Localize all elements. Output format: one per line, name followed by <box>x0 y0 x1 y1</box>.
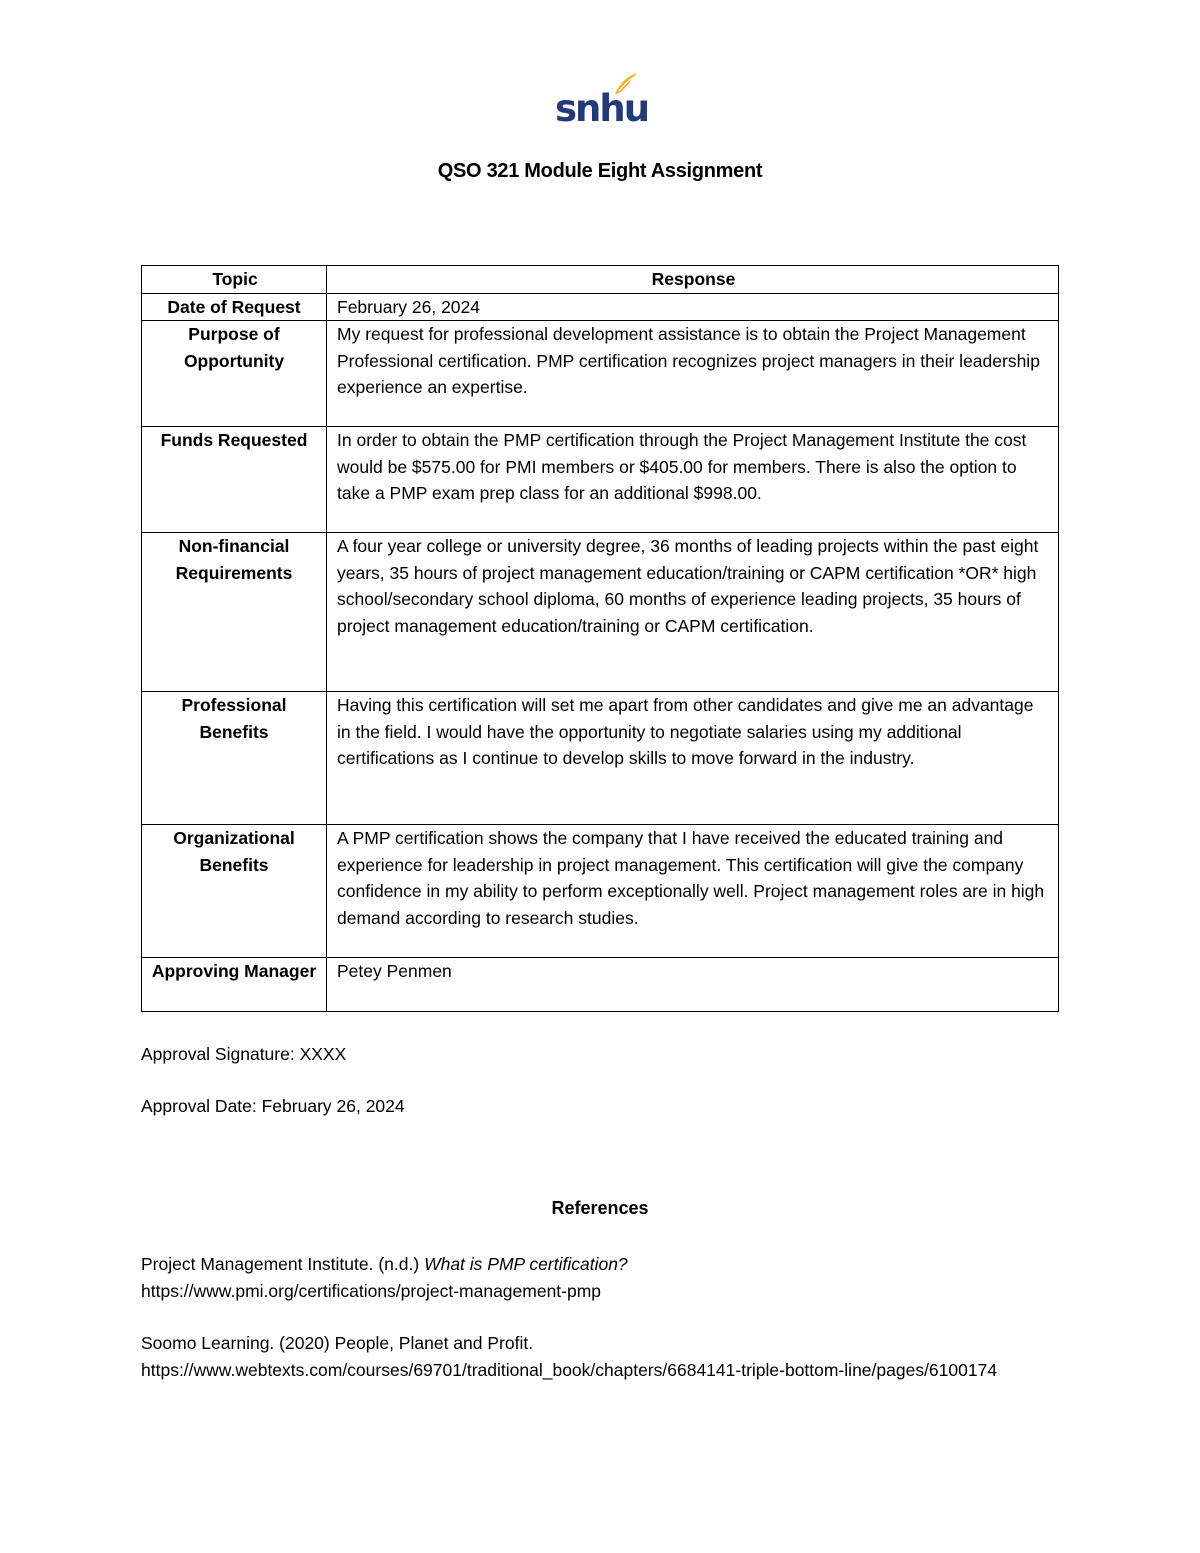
table-row <box>142 825 1059 958</box>
row-response: Having this certification will set me apart from other candidates and give me an advantage in the field. I would have the opportunity to negotiate salaries using my additional certifications as I continue to develop skills to move forward in the industry. <box>327 692 1059 825</box>
table-header-row <box>142 266 1059 294</box>
reference-prefix: Project Management Institute. (n.d.) <box>141 1254 420 1274</box>
approval-date: Approval Date: February 26, 2024 <box>141 1096 405 1116</box>
row-response: A PMP certification shows the company that I have received the educated training and experience for leadership in project management. This certification will give the company confidence in my ability to perform exceptionally well. Project management roles are in high demand according to research studies. <box>327 825 1059 958</box>
row-topic: Date of Request <box>142 293 327 321</box>
row-topic: Funds Requested <box>142 427 327 533</box>
table-row <box>142 427 1059 533</box>
table-row <box>142 692 1059 825</box>
row-topic: Approving Manager <box>142 958 327 1012</box>
approval-signature: Approval Signature: XXXX <box>141 1044 347 1064</box>
reference-url[interactable]: https://www.webtexts.com/courses/69701/traditional_book/chapters/6684141-triple-bottom-line/pages/6100174 <box>141 1359 998 1380</box>
table-row <box>142 321 1059 427</box>
table-row <box>142 293 1059 321</box>
references-heading: References <box>551 1198 649 1218</box>
row-response: A four year college or university degree, 36 months of leading projects within the past eight years, 35 hours of project management education/training or CAPM certification *OR* high school/secondary school diploma, 60 months of experience leading projects, 35 hours of project management education/training or CAPM certification. <box>327 533 1059 692</box>
table-row <box>142 533 1059 692</box>
request-table <box>141 265 1059 1012</box>
row-topic: Organizational Benefits <box>142 825 327 958</box>
row-topic: Purpose of Opportunity <box>142 321 327 427</box>
page-title: QSO 321 Module Eight Assignment <box>437 160 763 182</box>
row-response: Petey Penmen <box>327 958 1059 1012</box>
reference-prefix: Soomo Learning. (2020) People, Planet and Profit. <box>141 1333 534 1353</box>
reference-title: What is PMP certification? <box>424 1254 628 1274</box>
reference-item <box>141 1251 1071 1304</box>
reference-item <box>141 1330 1071 1383</box>
row-response: February 26, 2024 <box>327 293 1059 321</box>
table-row <box>142 958 1059 1012</box>
row-topic: Non-financial Requirements <box>142 533 327 692</box>
reference-url[interactable]: https://www.pmi.org/certifications/project-management-pmp <box>141 1280 602 1301</box>
column-header-topic: Topic <box>142 266 327 294</box>
row-response: My request for professional development assistance is to obtain the Project Management Professional certification. PMP certification recognizes project managers in their leadership experience an expertise. <box>327 321 1059 427</box>
snhu-logo <box>555 72 649 134</box>
logo-wordmark: snhu <box>555 87 649 130</box>
row-topic: Professional Benefits <box>142 692 327 825</box>
column-header-response: Response <box>327 266 1059 294</box>
row-response: In order to obtain the PMP certification through the Project Management Institute the cost would be $575.00 for PMI members or $405.00 for members. There is also the option to take a PMP exam prep class for an additional $998.00. <box>327 427 1059 533</box>
